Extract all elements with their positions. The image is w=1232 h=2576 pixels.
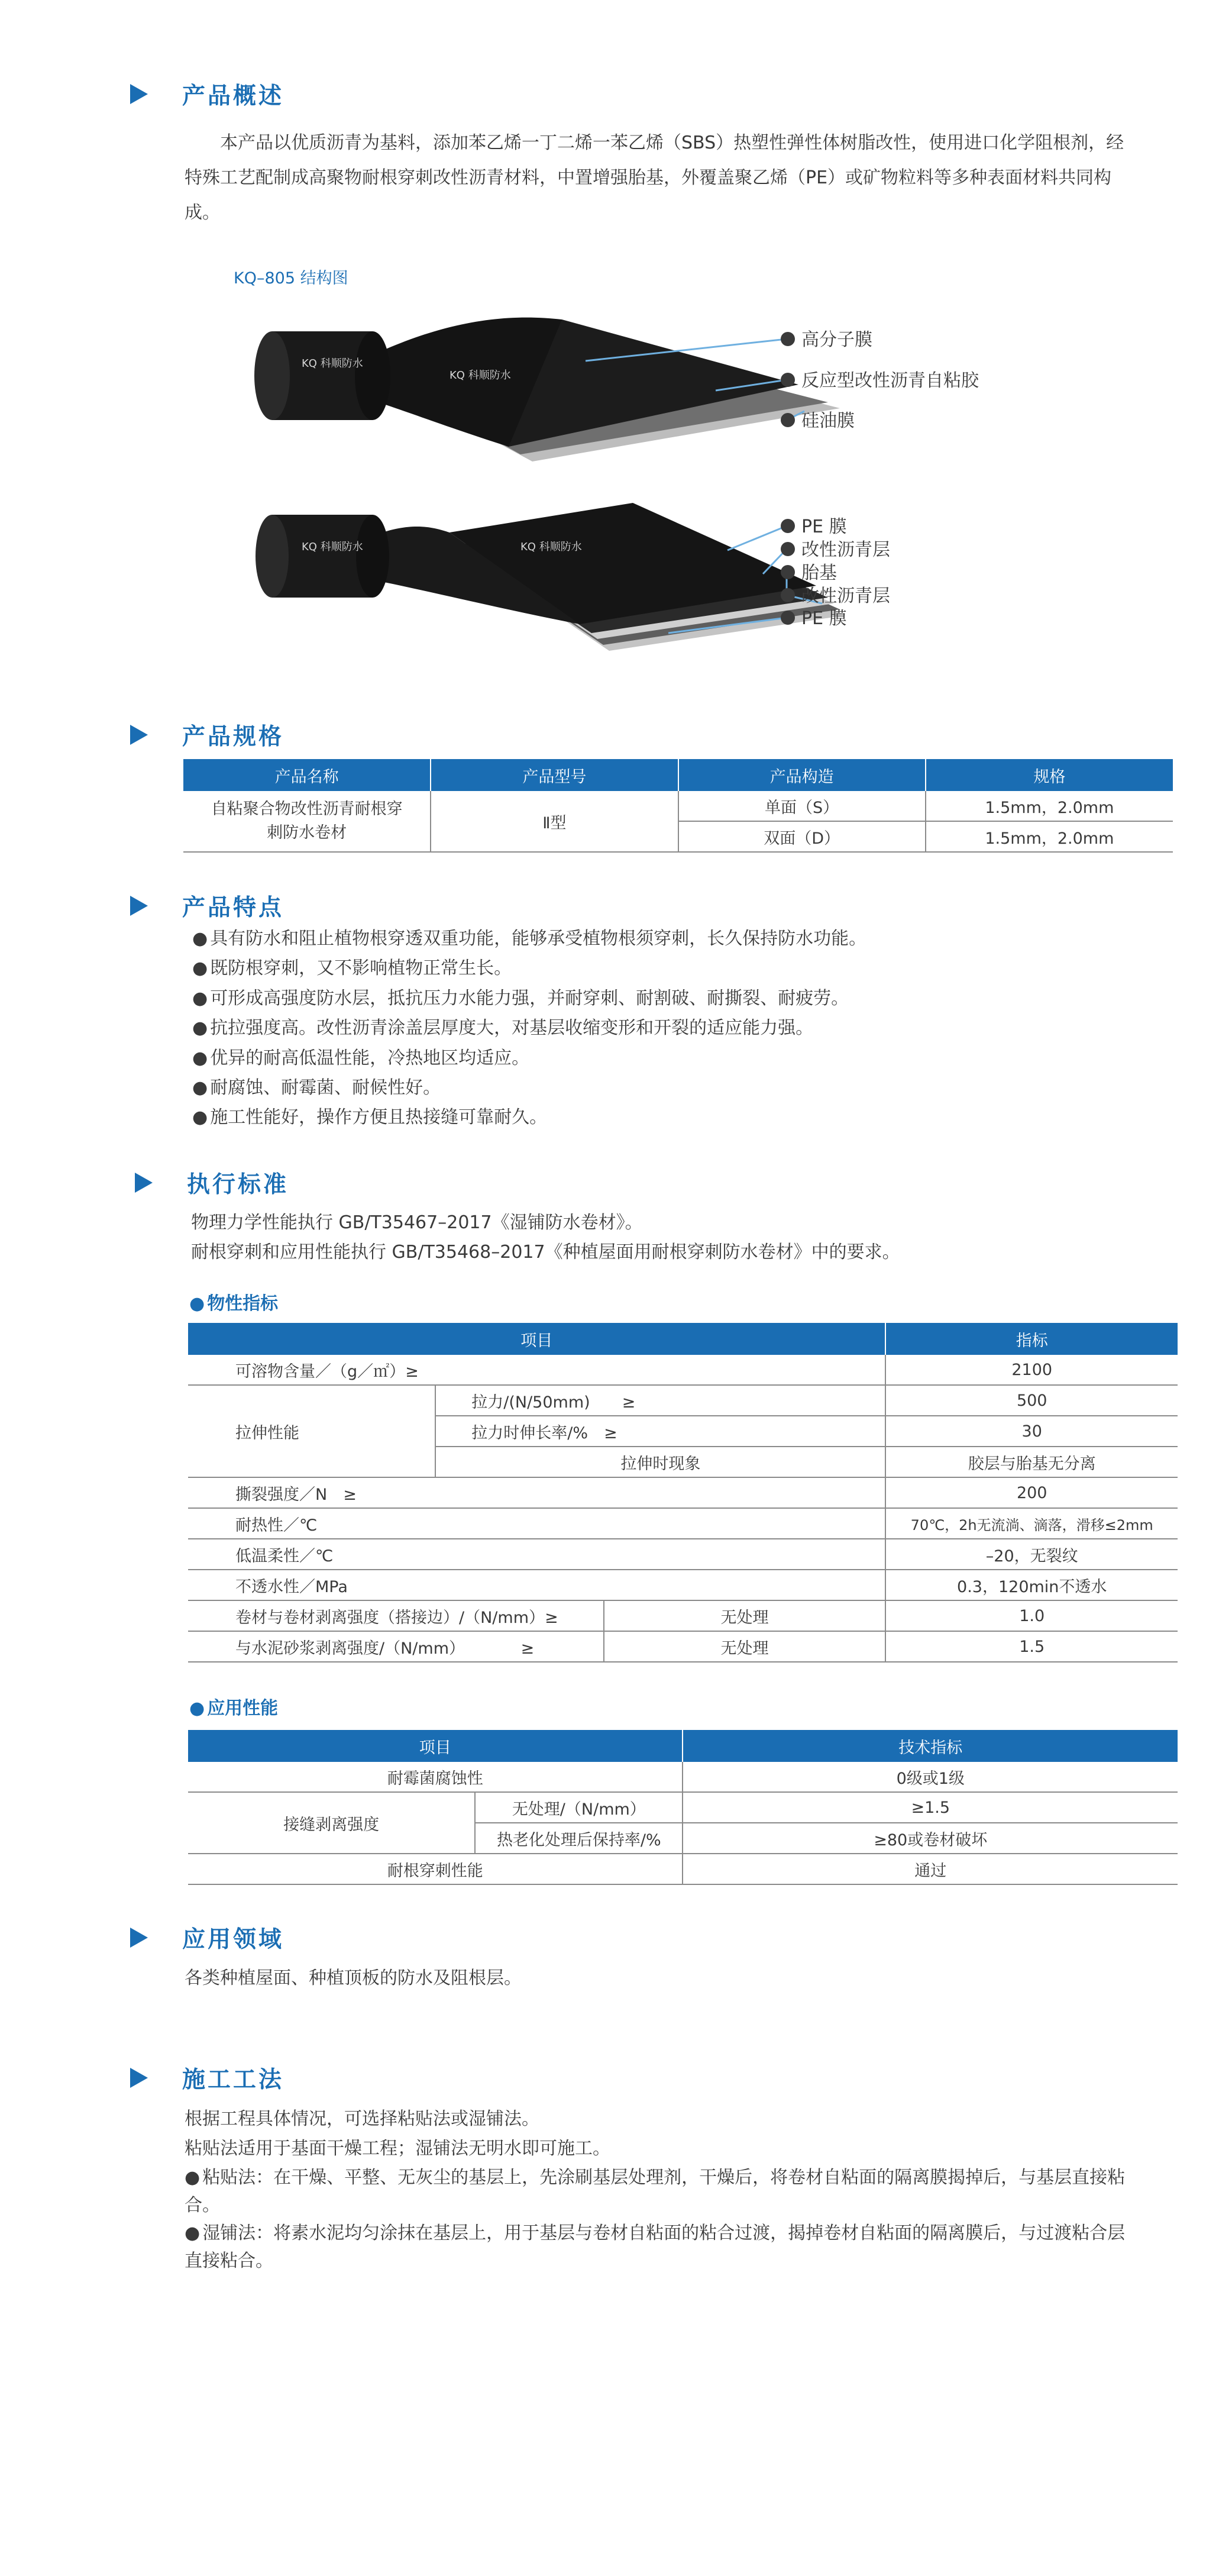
value-cell: –20，无裂纹: [885, 1539, 1178, 1570]
table-row: [188, 1385, 1178, 1416]
structure-diagram-1: [254, 296, 979, 485]
col-header: 规格: [926, 759, 1173, 791]
sub-item-cell: 拉力时伸长率/% ≥: [435, 1416, 885, 1447]
layer-label: 改性沥青层: [801, 586, 890, 606]
item-cell: 撕裂强度／N ≥: [188, 1477, 885, 1508]
construction-line-1: 根据工程具体情况，可选择粘贴法或湿铺法。: [185, 2109, 539, 2129]
size-cell: 1.5mm，2.0mm: [926, 821, 1173, 852]
list-item: ● 具有防水和阻止植物根穿透双重功能，能够承受植物根须穿刺，长久保持防水功能。: [192, 924, 866, 954]
value-cell: ≥80或卷材破坏: [683, 1823, 1178, 1854]
play-arrow-icon: [135, 1173, 153, 1193]
physical-heading: ● 物性指标: [189, 1289, 278, 1315]
list-item: ● 耐腐蚀、耐霉菌、耐候性好。: [192, 1073, 866, 1103]
play-arrow-icon: [130, 1928, 148, 1948]
section-construction-heading: [130, 2061, 284, 2094]
value-cell: 30: [885, 1416, 1178, 1447]
sheet-brand-text: KQ 科顺防水: [450, 369, 511, 382]
diagram-caption: KQ–805 结构图: [234, 269, 348, 288]
section-title: 执行标准: [187, 1171, 289, 1198]
section-title: 产品概述: [182, 83, 284, 109]
layer-label: 胎基: [801, 563, 837, 583]
section-title: 产品特点: [182, 895, 284, 921]
col-header: 产品名称: [183, 759, 431, 791]
table-row: [188, 1600, 1178, 1631]
value-cell: 500: [885, 1385, 1178, 1416]
value-cell: 200: [885, 1477, 1178, 1508]
play-arrow-icon: [130, 896, 148, 916]
section-standard-heading: [135, 1166, 289, 1199]
sub-item-cell: 热老化处理后保持率/%: [475, 1823, 683, 1854]
value-cell: 70℃，2h无流淌、滴落，滑移≤2mm: [885, 1508, 1178, 1539]
layer-label: 改性沥青层: [801, 540, 890, 560]
roll-brand-text: KQ 科顺防水: [302, 541, 363, 553]
value-cell: 胶层与胎基无分离: [885, 1447, 1178, 1477]
value-cell: 1.0: [885, 1600, 1178, 1631]
application-perf-table: [188, 1730, 1178, 1885]
construction-line-2: 粘贴法适用于基面干燥工程；湿铺法无明水即可施工。: [185, 2138, 610, 2159]
item-cell: 与水泥砂浆剥离强度/（N/mm） ≥: [188, 1631, 604, 1662]
value-cell: 0.3，120min不透水: [885, 1570, 1178, 1600]
item-cell: 耐霉菌腐蚀性: [188, 1762, 683, 1792]
layer-label: PE 膜: [801, 517, 847, 537]
item-cell: 不透水性／MPa: [188, 1570, 885, 1600]
table-row: [188, 1854, 1178, 1884]
physical-table: [188, 1323, 1178, 1663]
standard-line-1: 物理力学性能执行 GB/T35467–2017《湿铺防水卷材》。: [191, 1212, 643, 1233]
layer-label: 反应型改性沥青自粘胶: [801, 370, 979, 391]
col-header: 项目: [188, 1323, 885, 1355]
table-row: [188, 1631, 1178, 1662]
section-fields-heading: [130, 1921, 284, 1954]
roll-brand-text: KQ 科顺防水: [302, 357, 363, 370]
application-perf-heading: ● 应用性能: [189, 1693, 278, 1719]
section-title: 应用领域: [182, 1926, 284, 1953]
layer-label: 高分子膜: [801, 330, 872, 350]
item-cell: 拉伸性能: [188, 1385, 435, 1477]
structure-cell: 双面（D）: [678, 821, 926, 852]
section-title: 产品规格: [182, 724, 284, 750]
value-cell: 1.5: [885, 1631, 1178, 1662]
table-row: [183, 791, 1173, 821]
col-header: 技术指标: [683, 1730, 1178, 1762]
col-header: 项目: [188, 1730, 683, 1762]
layer-label: 硅油膜: [801, 411, 855, 431]
play-arrow-icon: [130, 725, 148, 745]
condition-cell: 无处理: [604, 1631, 886, 1662]
list-item: ● 可形成高强度防水层，抵抗压力水能力强，并耐穿刺、耐割破、耐撕裂、耐疲劳。: [192, 984, 866, 1013]
item-cell: 耐根穿刺性能: [188, 1854, 683, 1884]
item-cell: 可溶物含量／（g／㎡）≥: [188, 1355, 885, 1385]
list-item: ● 优异的耐高低温性能，冷热地区均适应。: [192, 1044, 866, 1073]
table-row: [188, 1792, 1178, 1823]
list-item: ● 既防根穿刺，又不影响植物正常生长。: [192, 954, 866, 983]
section-spec-heading: [130, 718, 284, 751]
col-header: 指标: [885, 1323, 1178, 1355]
standard-line-2: 耐根穿刺和应用性能执行 GB/T35468–2017《种植屋面用耐根穿刺防水卷材》中的要求。: [191, 1242, 900, 1263]
play-arrow-icon: [130, 2068, 148, 2088]
layer-label: PE 膜: [801, 608, 847, 629]
product-name: 自粘聚合物改性沥青耐根穿刺防水卷材: [211, 800, 403, 842]
sub-item-cell: 拉力/(N/50mm) ≥: [435, 1385, 885, 1416]
sheet-brand-text: KQ 科顺防水: [520, 541, 582, 553]
sub-item-cell: 拉伸时现象: [435, 1447, 885, 1477]
list-item: ● 施工性能好，操作方便且热接缝可靠耐久。: [192, 1103, 866, 1132]
list-item: ● 抗拉强度高。改性沥青涂盖层厚度大，对基层收缩变形和开裂的适应能力强。: [192, 1013, 866, 1043]
play-arrow-icon: [130, 84, 148, 104]
construction-bullet-2: ● 湿铺法：将素水泥均匀涂抹在基层上，用于基层与卷材自粘面的粘合过渡，揭掉卷材自粘面的隔离膜后，与过渡粘合层直接粘合。: [185, 2219, 1131, 2275]
product-name-cell: [183, 791, 431, 852]
table-row: [188, 1539, 1178, 1570]
section-title: 施工工法: [182, 2067, 284, 2093]
spec-table: [183, 759, 1173, 853]
col-header: 产品构造: [678, 759, 926, 791]
fields-text: 各类种植屋面、种植顶板的防水及阻根层。: [185, 1968, 522, 1989]
table-row: [188, 1508, 1178, 1539]
condition-cell: 无处理: [604, 1600, 886, 1631]
overview-text: 本产品以优质沥青为基料，添加苯乙烯一丁二烯一苯乙烯（SBS）热塑性弹性体树脂改性，使用进口化学阻根剂，经特殊工艺配制成高聚物耐根穿刺改性沥青材料，中置增强胎基，外覆盖聚乙烯（PE）或矿物粒料等多种表面材料共同构成。: [185, 133, 1124, 223]
model-cell: Ⅱ型: [431, 791, 678, 852]
value-cell: 通过: [683, 1854, 1178, 1884]
table-row: [188, 1355, 1178, 1385]
structure-cell: 单面（S）: [678, 791, 926, 821]
item-cell: 低温柔性／℃: [188, 1539, 885, 1570]
value-cell: ≥1.5: [683, 1792, 1178, 1823]
construction-bullet-1: ● 粘贴法：在干燥、平整、无灰尘的基层上，先涂刷基层处理剂，干燥后，将卷材自粘面的隔离膜揭掉后，与基层直接粘合。: [185, 2164, 1131, 2219]
value-cell: 0级或1级: [683, 1762, 1178, 1792]
item-cell: 卷材与卷材剥离强度（搭接边）/（N/mm）≥: [188, 1600, 604, 1631]
table-row: [188, 1762, 1178, 1792]
structure-diagram-2: [254, 491, 923, 663]
item-cell: 耐热性／℃: [188, 1508, 885, 1539]
size-cell: 1.5mm，2.0mm: [926, 791, 1173, 821]
col-header: 产品型号: [431, 759, 678, 791]
table-row: [188, 1570, 1178, 1600]
feature-list: [192, 924, 866, 1133]
item-cell: 接缝剥离强度: [188, 1792, 475, 1854]
sub-item-cell: 无处理/（N/mm）: [475, 1792, 683, 1823]
table-row: [188, 1477, 1178, 1508]
section-overview-heading: [130, 78, 284, 111]
section-features-heading: [130, 889, 284, 922]
value-cell: 2100: [885, 1355, 1178, 1385]
